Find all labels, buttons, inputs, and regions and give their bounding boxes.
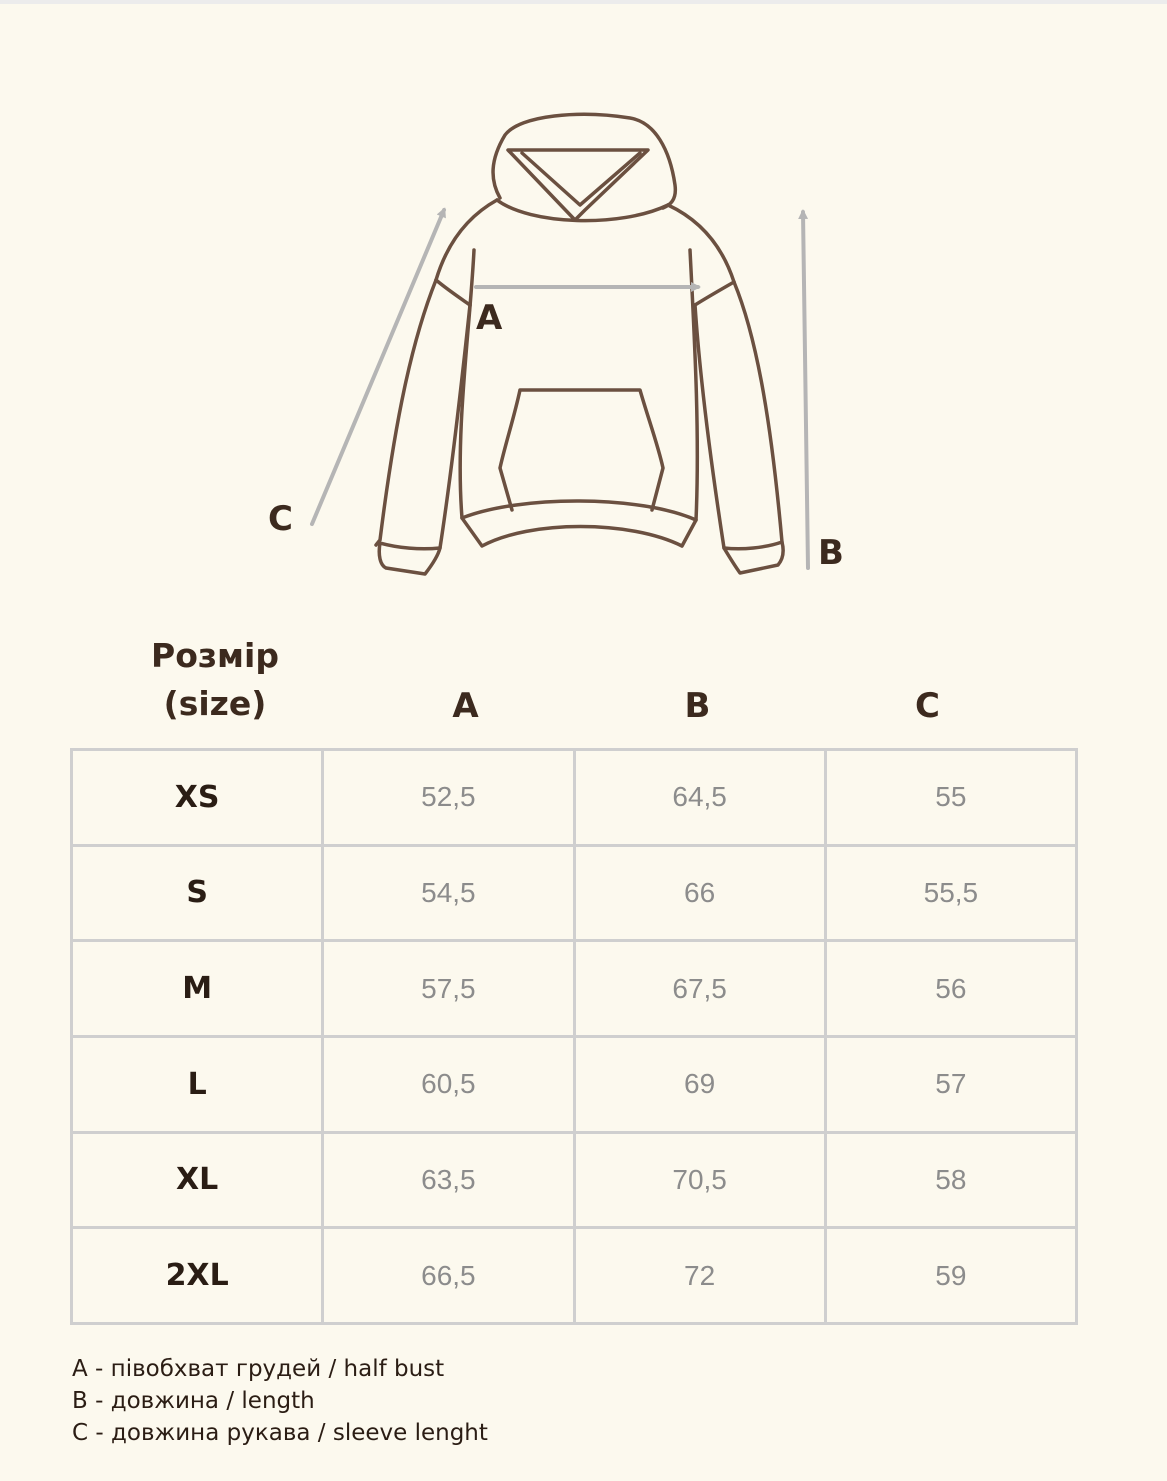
value-cell-c: 57 (825, 1036, 1076, 1132)
right-sleeve (734, 282, 782, 542)
left-sleeve-inner (440, 305, 470, 548)
table-row (72, 1132, 1077, 1228)
right-shoulder (668, 205, 734, 282)
size-cell: XS (72, 750, 323, 846)
value-cell-a: 54,5 (323, 845, 574, 941)
legend-item-b: B - довжина / length (72, 1388, 315, 1414)
size-cell: 2XL (72, 1228, 323, 1324)
value-cell-c: 55,5 (825, 845, 1076, 941)
right-sleeve-inner (695, 305, 724, 548)
size-cell: M (72, 941, 323, 1037)
table-row (72, 845, 1077, 941)
size-table (70, 748, 1078, 1325)
value-cell-a: 66,5 (323, 1228, 574, 1324)
table-row (72, 750, 1077, 846)
size-cell: L (72, 1036, 323, 1132)
left-armhole (436, 280, 470, 305)
value-cell-b: 70,5 (574, 1132, 825, 1228)
value-cell-a: 52,5 (323, 750, 574, 846)
size-cell: S (72, 845, 323, 941)
value-cell-a: 60,5 (323, 1036, 574, 1132)
value-cell-c: 55 (825, 750, 1076, 846)
hoodie-diagram (0, 0, 1167, 620)
size-header-line1: Розмір (151, 636, 279, 675)
size-column-header (120, 632, 310, 728)
value-cell-c: 59 (825, 1228, 1076, 1324)
value-cell-a: 63,5 (323, 1132, 574, 1228)
value-cell-b: 66 (574, 845, 825, 941)
arrow-c (312, 210, 444, 524)
table-row (72, 1228, 1077, 1324)
right-armhole (695, 282, 734, 305)
left-cuff (379, 543, 440, 574)
column-header-a: A (452, 686, 479, 726)
kangaroo-pocket (500, 390, 663, 510)
value-cell-b: 72 (574, 1228, 825, 1324)
column-header-b: B (684, 686, 711, 726)
column-header-c: C (915, 686, 940, 726)
diagram-label-c: C (268, 499, 293, 539)
waistband (462, 501, 696, 546)
table-row (72, 941, 1077, 1037)
arrow-b (803, 212, 808, 568)
value-cell-b: 69 (574, 1036, 825, 1132)
right-cuff (724, 542, 783, 573)
legend-item-a: A - півобхват грудей / half bust (72, 1356, 445, 1382)
value-cell-c: 56 (825, 941, 1076, 1037)
hood-inner (522, 153, 640, 205)
size-cell: XL (72, 1132, 323, 1228)
value-cell-a: 57,5 (323, 941, 574, 1037)
diagram-label-a: A (476, 298, 503, 338)
table-row (72, 1036, 1077, 1132)
size-header-line2: (size) (163, 684, 267, 723)
diagram-label-b: B (818, 533, 844, 573)
left-sleeve (376, 280, 436, 545)
right-torso-side (690, 250, 697, 520)
legend-item-c: C - довжина рукава / sleeve lenght (72, 1420, 488, 1446)
value-cell-b: 67,5 (574, 941, 825, 1037)
value-cell-c: 58 (825, 1132, 1076, 1228)
value-cell-b: 64,5 (574, 750, 825, 846)
measurement-legend (72, 1353, 488, 1449)
